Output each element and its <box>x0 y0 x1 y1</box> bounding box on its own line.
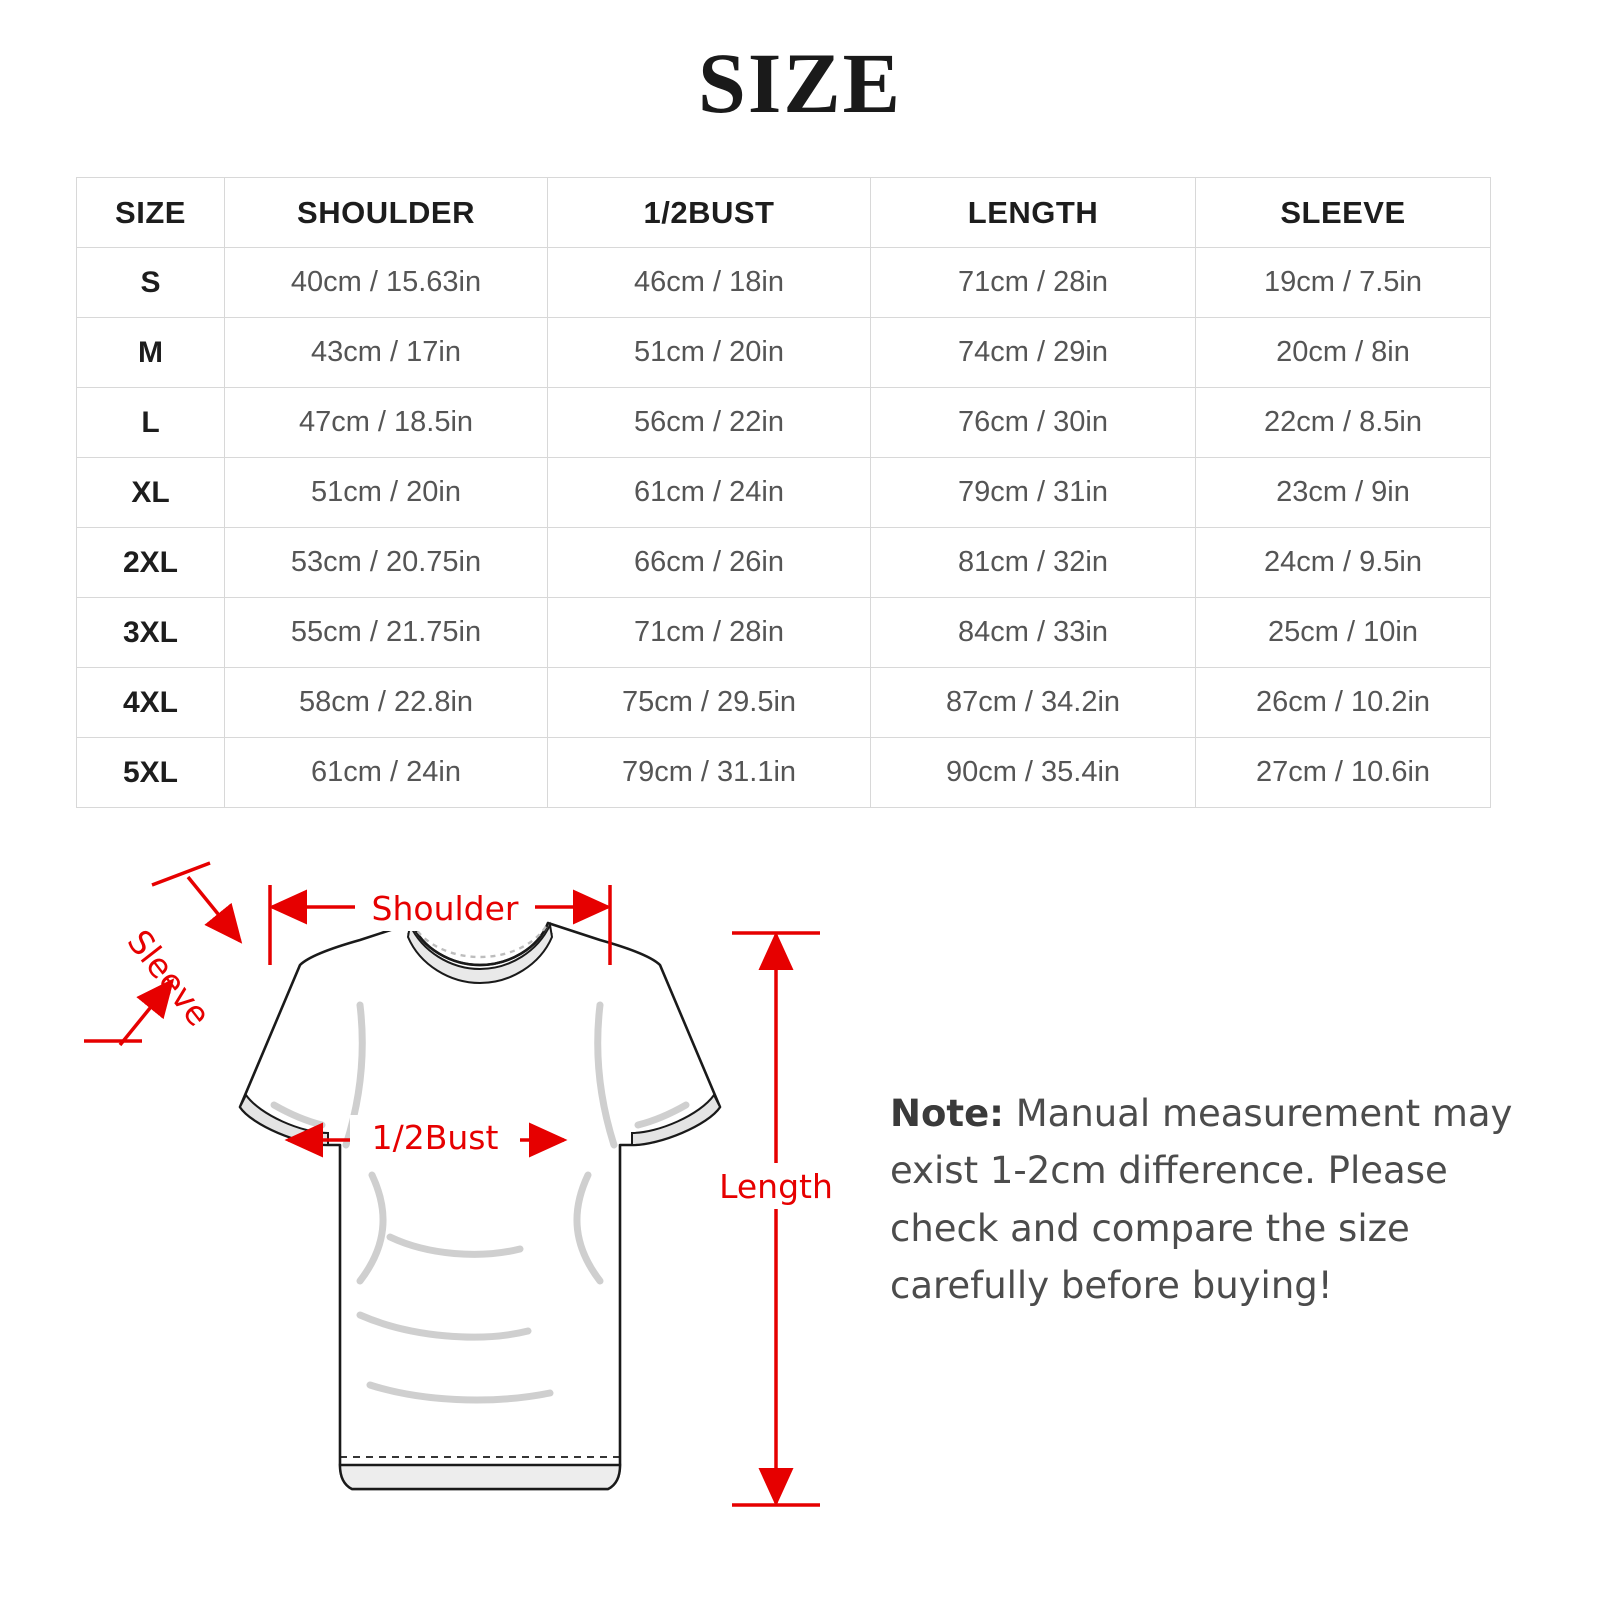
cell-length: 74cm / 29in <box>871 318 1196 388</box>
cell-size: 4XL <box>77 668 225 738</box>
table-row <box>77 668 1491 738</box>
cell-length: 90cm / 35.4in <box>871 738 1196 808</box>
note-label: Note: <box>890 1092 1004 1135</box>
cell-shoulder: 58cm / 22.8in <box>225 668 548 738</box>
cell-shoulder: 55cm / 21.75in <box>225 598 548 668</box>
cell-bust: 46cm / 18in <box>548 248 871 318</box>
cell-sleeve: 20cm / 8in <box>1196 318 1491 388</box>
table-row <box>77 528 1491 598</box>
cell-bust: 66cm / 26in <box>548 528 871 598</box>
table-row <box>77 458 1491 528</box>
table-row <box>77 598 1491 668</box>
page-title: SIZE <box>697 35 903 131</box>
cell-bust: 75cm / 29.5in <box>548 668 871 738</box>
table-header-row <box>77 178 1491 248</box>
cell-shoulder: 47cm / 18.5in <box>225 388 548 458</box>
cell-shoulder: 61cm / 24in <box>225 738 548 808</box>
cell-size: M <box>77 318 225 388</box>
cell-length: 87cm / 34.2in <box>871 668 1196 738</box>
table-row <box>77 248 1491 318</box>
cell-length: 76cm / 30in <box>871 388 1196 458</box>
cell-sleeve: 23cm / 9in <box>1196 458 1491 528</box>
table-row <box>77 388 1491 458</box>
cell-bust: 61cm / 24in <box>548 458 871 528</box>
cell-bust: 56cm / 22in <box>548 388 871 458</box>
cell-bust: 51cm / 20in <box>548 318 871 388</box>
cell-length: 81cm / 32in <box>871 528 1196 598</box>
cell-length: 84cm / 33in <box>871 598 1196 668</box>
length-measure <box>732 933 820 1505</box>
cell-size: S <box>77 248 225 318</box>
column-header-sleeve: SLEEVE <box>1196 178 1491 248</box>
cell-shoulder: 51cm / 20in <box>225 458 548 528</box>
cell-bust: 79cm / 31.1in <box>548 738 871 808</box>
note-text: Manual measurement may exist 1-2cm difference. Please check and compare the size carefully before buying! <box>890 1092 1513 1308</box>
sleeve-label: Sleeve <box>119 922 219 1034</box>
column-header-size: SIZE <box>77 178 225 248</box>
cell-size: 2XL <box>77 528 225 598</box>
cell-sleeve: 26cm / 10.2in <box>1196 668 1491 738</box>
cell-length: 79cm / 31in <box>871 458 1196 528</box>
cell-sleeve: 22cm / 8.5in <box>1196 388 1491 458</box>
tshirt-illustration <box>240 923 720 1489</box>
cell-sleeve: 27cm / 10.6in <box>1196 738 1491 808</box>
cell-sleeve: 19cm / 7.5in <box>1196 248 1491 318</box>
tshirt-measurement-diagram <box>60 845 860 1565</box>
cell-sleeve: 25cm / 10in <box>1196 598 1491 668</box>
table-row <box>77 738 1491 808</box>
bust-label: 1/2Bust <box>371 1118 499 1157</box>
size-table <box>76 177 1491 808</box>
shoulder-label: Shoulder <box>371 889 519 928</box>
measurement-note <box>890 1085 1530 1314</box>
length-label: Length <box>719 1167 833 1206</box>
column-header-bust: 1/2BUST <box>548 178 871 248</box>
cell-shoulder: 53cm / 20.75in <box>225 528 548 598</box>
cell-bust: 71cm / 28in <box>548 598 871 668</box>
table-row <box>77 318 1491 388</box>
cell-shoulder: 43cm / 17in <box>225 318 548 388</box>
cell-size: 3XL <box>77 598 225 668</box>
cell-shoulder: 40cm / 15.63in <box>225 248 548 318</box>
cell-sleeve: 24cm / 9.5in <box>1196 528 1491 598</box>
cell-size: XL <box>77 458 225 528</box>
bottom-hem-band <box>340 1465 620 1489</box>
cell-size: 5XL <box>77 738 225 808</box>
cell-length: 71cm / 28in <box>871 248 1196 318</box>
cell-size: L <box>77 388 225 458</box>
column-header-length: LENGTH <box>871 178 1196 248</box>
column-header-shoulder: SHOULDER <box>225 178 548 248</box>
